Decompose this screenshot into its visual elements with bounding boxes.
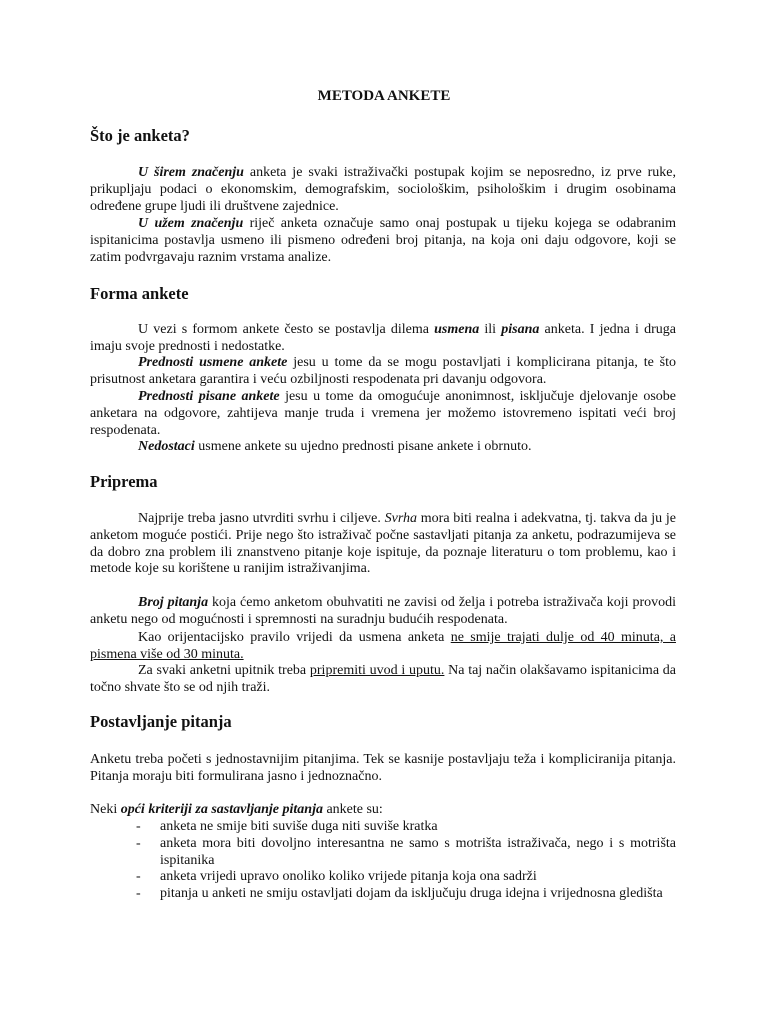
paragraph-jednostavnija-pitanja: Anketu treba početi s jednostavnijim pitanjima. Tek se kasnije postavljaju teža i kompliciranija pitanja. Pitanja moraju biti formulirana jasno i jednoznačno. (90, 752, 676, 784)
text: Neki (90, 802, 121, 817)
emphasis: Prednosti pisane ankete (138, 389, 280, 404)
text: jesu u tome da omogućuje anonimnost, isključuje djelovanje osobe anketara na odgovore, zahtijeva manje truda i vremena jer možemo istovremeno ispitati veći broj respodenata. (90, 389, 676, 438)
paragraph-svrha (90, 511, 676, 578)
section-heading-forma-ankete: Forma ankete (90, 284, 189, 303)
emphasis: pisana (501, 322, 540, 337)
paragraph-nedostaci (90, 439, 676, 456)
criteria-list (90, 819, 676, 903)
text: ili (479, 322, 502, 337)
text: Kao orijentacijsko pravilo vrijedi da usmena anketa (138, 630, 451, 645)
text: Najprije treba jasno utvrditi svrhu i ciljeve. (138, 511, 385, 526)
paragraph-prednosti-usmene (90, 355, 676, 389)
emphasis: usmena (434, 322, 480, 337)
underlined-text: pripremiti uvod i uputu. (309, 663, 445, 678)
paragraph-orijentacijsko-pravilo (90, 630, 676, 664)
text: usmene ankete su ujedno prednosti pisane ankete i obrnuto. (194, 439, 532, 454)
emphasis: opći kriteriji za sastavljanje pitanja (120, 802, 323, 817)
text: U vezi s formom ankete često se postavlja dilema (138, 322, 435, 337)
text: ankete su: (322, 802, 383, 817)
text: koja ćemo anketom obuhvatiti ne zavisi od želja i potreba istraživača koji provodi anketu nego od mogućnosti i spremnosti na suradnju budućih respodenata. (90, 595, 676, 627)
list-item: - anketa mora biti dovoljno interesantna ne samo s motrišta istraživača, nego i s motrišta ispitanika (90, 836, 676, 870)
text: riječ anketa označuje samo onaj postupak u tijeku kojega se odabranim ispitanicima postavlja usmeno ili pismeno određeni broj pitanja, na koja oni daju odgovore, koji se zatim podvrgavaju raznim vrstama analize. (90, 216, 676, 265)
section-heading-postavljanje-pitanja: Postavljanje pitanja (90, 712, 232, 731)
text: Za svaki anketni upitnik treba (138, 663, 310, 678)
emphasis: Nedostaci (138, 439, 195, 454)
list-item: - pitanja u anketi ne smiju ostavljati dojam da isključuju druga idejna i vrijednosna gledišta (90, 886, 676, 903)
text: anketa je svaki istraživački postupak kojim se neposredno, iz prve ruke, prikupljaju podaci o ekonomskim, demografskim, sociološkim, psihološkim i drugim osobinama određene grupe ljudi ili društvene zajednice. (90, 165, 676, 214)
section-heading-priprema: Priprema (90, 472, 158, 491)
text: anketa. I jedna i druga imaju svoje prednosti i nedostatke. (90, 322, 676, 354)
page-title: METODA ANKETE (317, 88, 451, 104)
emphasis: Prednosti usmene ankete (138, 355, 288, 370)
emphasis: U širem značenju (138, 165, 244, 180)
paragraph-uze-znacenje (90, 216, 676, 266)
emphasis: Broj pitanja (138, 595, 209, 610)
list-item: - anketa ne smije biti suviše duga niti suviše kratka (90, 819, 676, 836)
section-heading-sto-je-anketa: Što je anketa? (90, 126, 190, 145)
paragraph-sire-znacenje (90, 165, 676, 215)
text: Na taj način olakšavamo ispitanicima da točno shvate što se od njih traži. (90, 663, 676, 695)
paragraph-broj-pitanja (90, 595, 676, 629)
text: mora biti realna i adekvatna, tj. takva da ju je anketom moguće postići. Prije nego što istraživač počne sastavljati pitanja za anketu, podrazumijeva se da dobro zna problem ili znanstveno pitanje koje ispituje, da poznaje literaturu o tom problemu, kao i metode koje su korištene u ranijim istraživanjima. (90, 511, 676, 577)
text: jesu u tome da se mogu postavljati i komplicirana pitanja, te što prisutnost anketara garantira i veću ozbiljnosti respodenata pri davanju odgovora. (90, 355, 676, 387)
paragraph-prednosti-pisane (90, 389, 676, 439)
list-item: - anketa vrijedi upravo onoliko koliko vrijede pitanja koja ona sadrži (90, 869, 676, 886)
paragraph-uvod-uputa (90, 663, 676, 697)
emphasis: U užem značenju (138, 216, 244, 231)
emphasis: Svrha (384, 511, 418, 526)
underlined-text: ne smije trajati dulje od 40 minuta, a pismena više od 30 minuta. (90, 630, 676, 662)
paragraph-dilema (90, 322, 676, 356)
paragraph-opci-kriteriji (90, 802, 676, 819)
